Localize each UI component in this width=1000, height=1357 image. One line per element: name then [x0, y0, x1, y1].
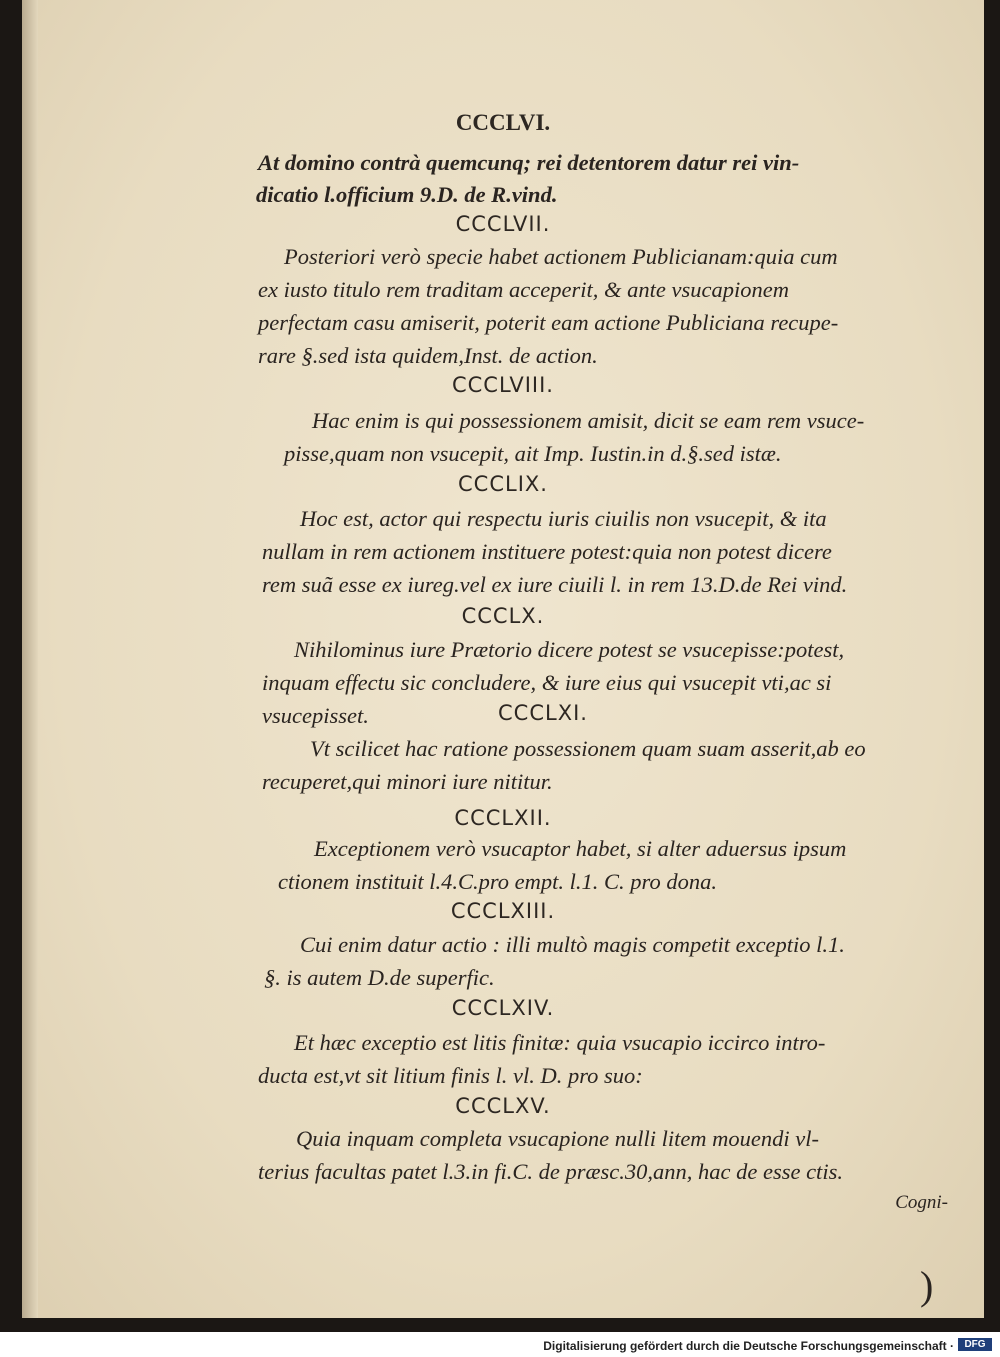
- digitization-footer: [0, 1332, 1000, 1357]
- text-line: Hac enim is qui possessionem amisit, dicit se eam rem vsuce-: [312, 408, 865, 433]
- book-page: [22, 0, 984, 1318]
- dfg-logo-icon: DFG: [958, 1338, 992, 1351]
- text-line: Vt scilicet hac ratione possessionem quam suam asserit,ab eo: [310, 736, 866, 761]
- section-heading: CCCLXV.: [455, 1094, 551, 1118]
- text-line: At domino contrà quemcunq; rei detentorem datur rei vin-: [258, 150, 800, 175]
- text-line: Exceptionem verò vsucaptor habet, si alter aduersus ipsum: [314, 836, 847, 861]
- funding-credit: Digitalisierung gefördert durch die Deutsche Forschungsgemeinschaft ·: [543, 1339, 954, 1353]
- text-line: dicatio l.officium 9.D. de R.vind.: [256, 182, 558, 207]
- text-line: Cui enim datur actio : illi multò magis competit exceptio l.1.: [300, 932, 845, 957]
- text-line: Quia inquam completa vsucapione nulli litem mouendi vl-: [296, 1126, 820, 1151]
- text-line: §. is autem D.de superfic.: [264, 965, 495, 990]
- text-line: inquam effectu sic concludere, & iure eius qui vsucepit vti,ac si: [262, 670, 832, 695]
- text-line: rem suã esse ex iureg.vel ex iure ciuili l. in rem 13.D.de Rei vind.: [262, 572, 848, 597]
- section-heading: CCCLXII.: [454, 806, 552, 830]
- text-line: Et hæc exceptio est litis finitæ: quia vsucapio iccirco intro-: [294, 1030, 826, 1055]
- text-line: ducta est,vt sit litium finis l. vl. D. pro suo:: [258, 1063, 643, 1088]
- section-heading: CCCLX.: [461, 604, 545, 628]
- text-line: nullam in rem actionem instituere potest:quia non potest dicere: [262, 539, 832, 564]
- text-line: ctionem instituit l.4.C.pro empt. l.1. C. pro dona.: [278, 869, 717, 894]
- text-line: rare §.sed ista quidem,Inst. de action.: [258, 343, 598, 368]
- text-line: pisse,quam non vsucepit, ait Imp. Iustin.in d.§.sed istæ.: [284, 441, 782, 466]
- text-line: terius facultas patet l.3.in fi.C. de præsc.30,ann, hac de esse ctis.: [258, 1159, 843, 1184]
- margin-mark: ): [920, 1263, 934, 1308]
- section-heading: CCCLXI.: [498, 701, 588, 725]
- section-heading: CCCLXIII.: [450, 899, 556, 923]
- text-line: perfectam casu amiserit, poterit eam actione Publiciana recupe-: [258, 310, 839, 335]
- text-line: vsucepisset.: [262, 703, 369, 728]
- section-heading: CCCLVIII.: [451, 373, 554, 397]
- catchword: Cogni-: [895, 1192, 948, 1213]
- text-line: Hoc est, actor qui respectu iuris ciuilis non vsucepit, & ita: [300, 506, 827, 531]
- text-block: [22, 0, 984, 1318]
- text-line: recuperet,qui minori iure nititur.: [262, 769, 553, 794]
- section-heading: CCCLXIV.: [451, 996, 555, 1020]
- text-line: Posteriori verò specie habet actionem Publicianam:quia cum: [284, 244, 838, 269]
- text-line: Nihilominus iure Prætorio dicere potest se vsucepisse:potest,: [294, 637, 845, 662]
- section-heading: CCCLIX.: [458, 472, 548, 496]
- section-heading: CCCLVI.: [455, 110, 551, 135]
- text-line: ex iusto titulo rem traditam acceperit, & ante vsucapionem: [258, 277, 789, 302]
- section-heading: CCCLVII.: [455, 212, 551, 236]
